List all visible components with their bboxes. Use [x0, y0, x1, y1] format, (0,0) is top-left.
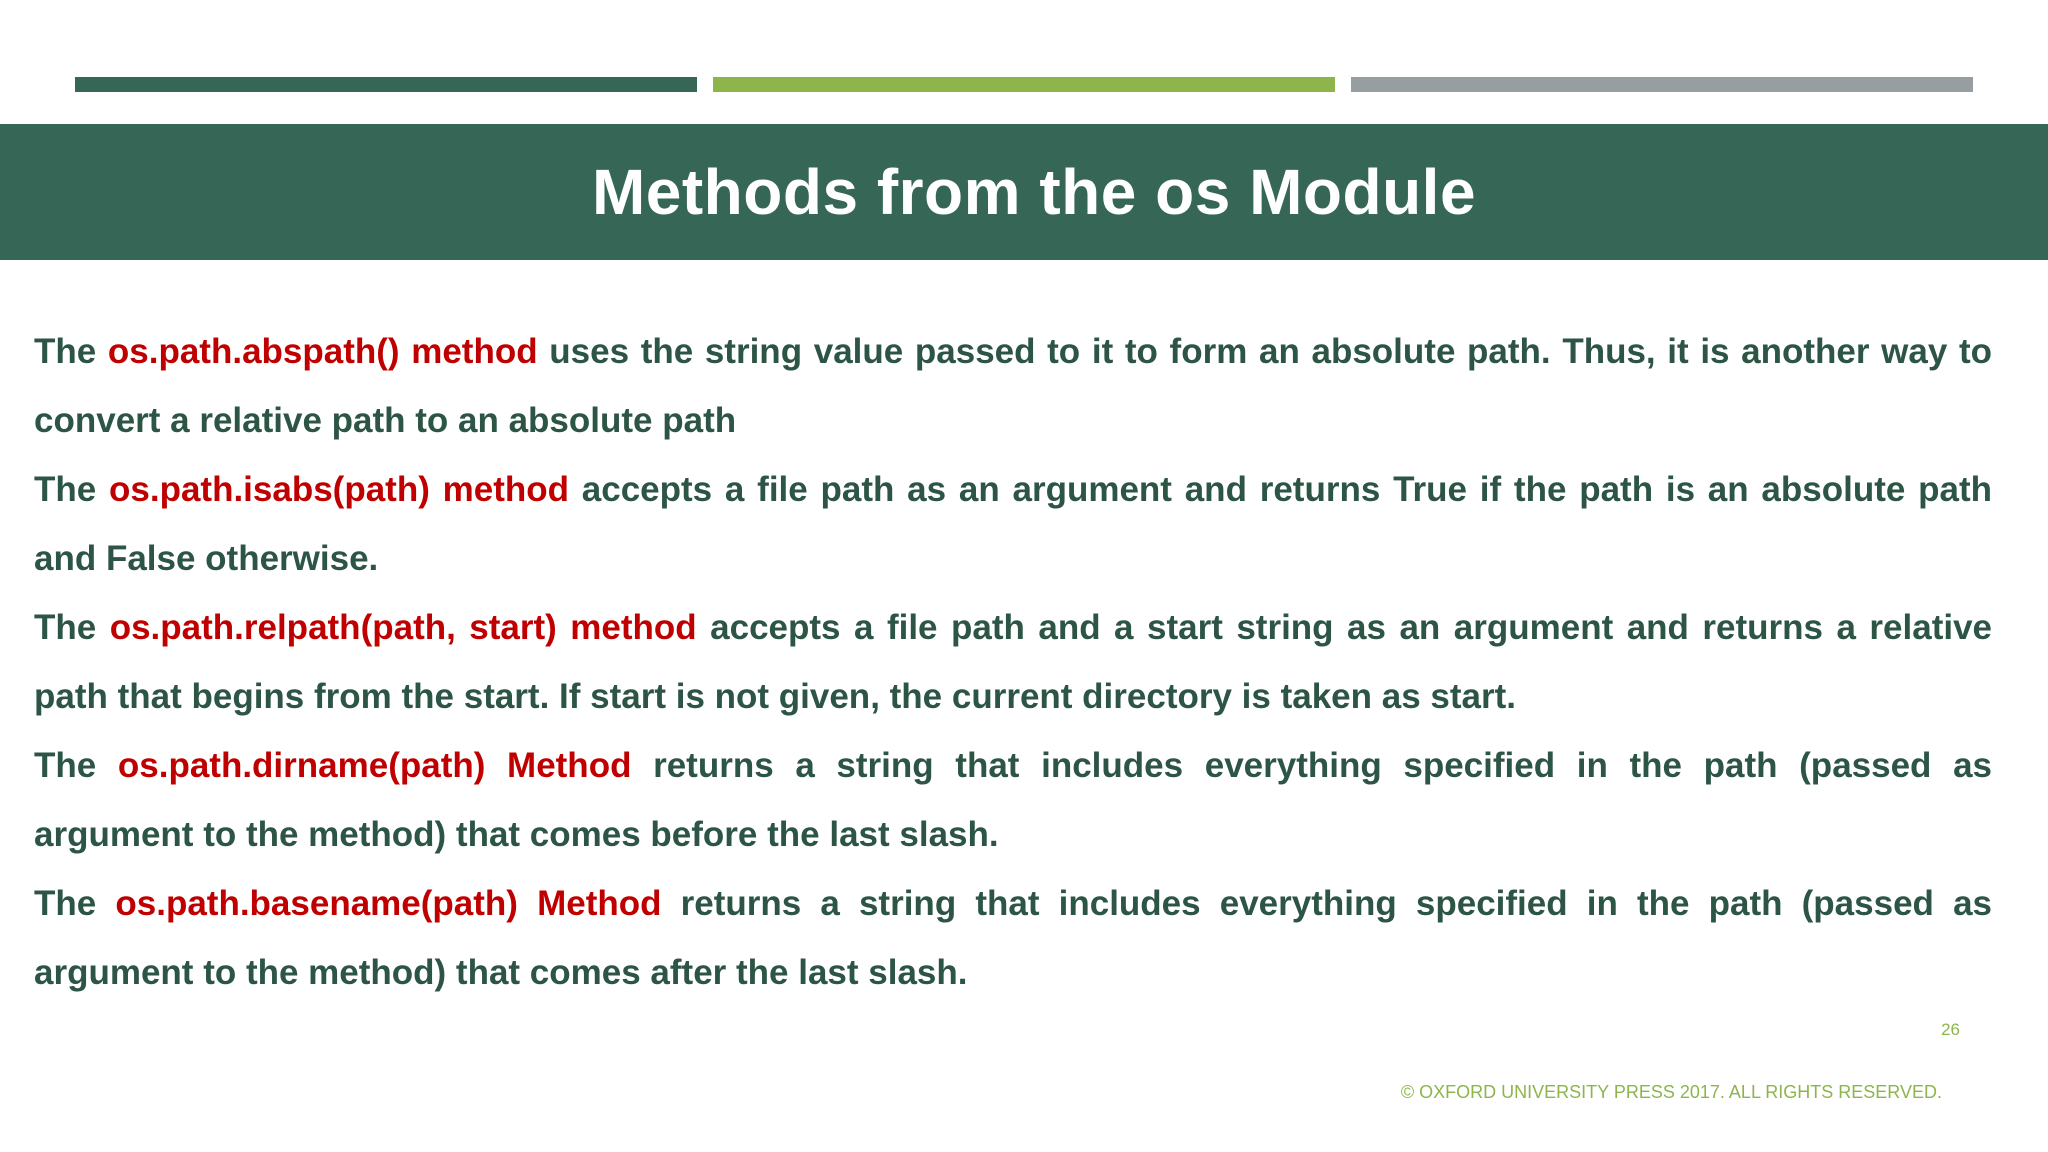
copyright-notice: © OXFORD UNIVERSITY PRESS 2017. ALL RIGHTS RESERVED.	[1400, 1082, 1942, 1102]
paragraph-dirname	[34, 731, 1992, 869]
method-name-isabs: os.path.isabs(path) method	[109, 470, 570, 509]
paragraph-lead: The	[34, 332, 108, 371]
paragraph-relpath	[34, 593, 1992, 731]
method-name-dirname: os.path.dirname(path) Method	[117, 746, 632, 785]
accent-bar-gray	[1351, 77, 1973, 92]
paragraph-abspath	[34, 317, 1992, 455]
paragraph-text: returns a string that includes everything specified in the path (passed as argument to the method) that comes after the last slash.	[34, 884, 1992, 992]
method-name-relpath: os.path.relpath(path, start) method	[109, 608, 697, 647]
slide-title: Methods from the os Module	[591, 156, 1477, 228]
paragraph-lead: The	[34, 470, 109, 509]
content-body	[34, 317, 1992, 1007]
paragraph-lead: The	[34, 608, 110, 647]
paragraph-isabs	[34, 455, 1992, 593]
method-name-abspath: os.path.abspath() method	[107, 332, 538, 371]
paragraph-text: uses the string value passed to it to form an absolute path. Thus, it is another way to convert a relative path to an absolute path	[34, 332, 1993, 440]
paragraph-lead: The	[34, 884, 116, 923]
accent-bar-light-green	[713, 77, 1335, 92]
paragraph-lead: The	[34, 746, 118, 785]
page-number: 26	[1941, 1020, 1960, 1039]
method-name-basename: os.path.basename(path) Method	[115, 884, 662, 923]
paragraph-text: accepts a file path and a start string as an argument and returns a relative path that begins from the start. If start is not given, the current directory is taken as start.	[34, 608, 1993, 716]
title-band	[0, 124, 2048, 260]
accent-bar-dark-green	[75, 77, 697, 92]
paragraph-basename	[34, 869, 1992, 1007]
paragraph-text: returns a string that includes everything specified in the path (passed as argument to the method) that comes before the last slash.	[34, 746, 1993, 854]
paragraph-text: accepts a file path as an argument and returns True if the path is an absolute path and False otherwise.	[34, 470, 1992, 578]
